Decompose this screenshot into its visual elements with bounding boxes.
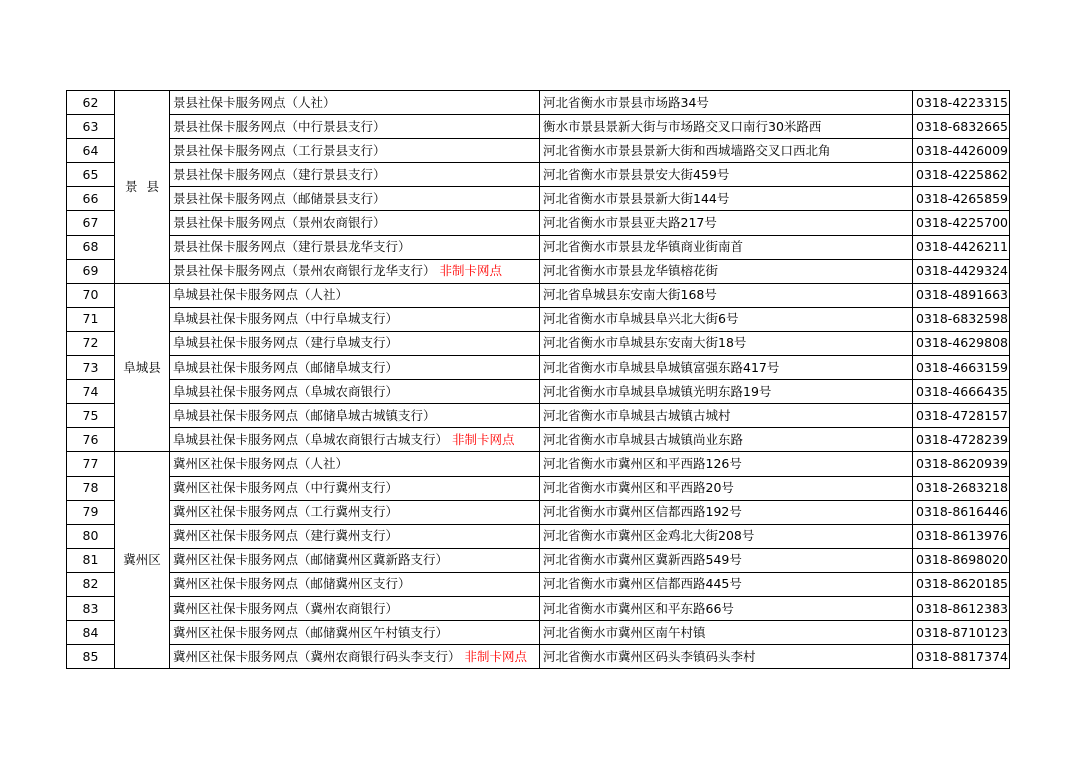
row-number: 77 bbox=[67, 452, 115, 476]
outlet-name-cell bbox=[170, 452, 540, 476]
outlet-address: 河北省阜城县东安南大街168号 bbox=[540, 283, 913, 307]
outlet-name: 冀州区社保卡服务网点（邮储冀州区支行） bbox=[173, 576, 411, 592]
service-outlets-table bbox=[66, 90, 1010, 669]
row-number: 71 bbox=[67, 307, 115, 331]
outlet-name-cell bbox=[170, 428, 540, 452]
outlet-phone: 0318-4728157 bbox=[913, 404, 1010, 428]
outlet-address: 河北省衡水市冀州区信都西路445号 bbox=[540, 572, 913, 596]
outlet-name: 冀州区社保卡服务网点（建行冀州支行） bbox=[173, 528, 399, 544]
table-row bbox=[67, 331, 1010, 355]
outlet-phone: 0318-8613976 bbox=[913, 524, 1010, 548]
table-row bbox=[67, 235, 1010, 259]
outlet-address: 河北省衡水市景县景新大街144号 bbox=[540, 187, 913, 211]
table-row bbox=[67, 452, 1010, 476]
row-number: 78 bbox=[67, 476, 115, 500]
outlet-phone: 0318-8817374 bbox=[913, 645, 1010, 669]
outlet-address: 河北省衡水市冀州区码头李镇码头李村 bbox=[540, 645, 913, 669]
outlet-address: 河北省衡水市阜城县东安南大街18号 bbox=[540, 331, 913, 355]
outlet-address: 河北省衡水市阜城县阜兴北大街6号 bbox=[540, 307, 913, 331]
outlet-phone: 0318-8612383 bbox=[913, 596, 1010, 620]
county-cell bbox=[115, 91, 170, 284]
outlet-phone: 0318-6832598 bbox=[913, 307, 1010, 331]
outlet-name: 冀州区社保卡服务网点（冀州农商银行码头李支行） bbox=[173, 648, 461, 664]
outlet-phone: 0318-4225862 bbox=[913, 163, 1010, 187]
outlet-address: 河北省衡水市景县景新大街和西城墙路交叉口西北角 bbox=[540, 139, 913, 163]
outlet-phone: 0318-2683218 bbox=[913, 476, 1010, 500]
outlet-phone: 0318-4666435 bbox=[913, 380, 1010, 404]
table-row bbox=[67, 476, 1010, 500]
outlet-name-cell bbox=[170, 115, 540, 139]
row-number: 82 bbox=[67, 572, 115, 596]
row-number: 67 bbox=[67, 211, 115, 235]
outlet-address: 河北省衡水市景县龙华镇榕花街 bbox=[540, 259, 913, 283]
county-label: 景县 bbox=[124, 178, 168, 194]
row-number: 75 bbox=[67, 404, 115, 428]
table-row bbox=[67, 163, 1010, 187]
table-row bbox=[67, 572, 1010, 596]
outlet-name: 景县社保卡服务网点（工行景县支行） bbox=[173, 142, 386, 158]
outlet-name: 阜城县社保卡服务网点（邮储阜城古城镇支行） bbox=[173, 407, 436, 423]
outlet-phone: 0318-4728239 bbox=[913, 428, 1010, 452]
outlet-name-cell bbox=[170, 621, 540, 645]
outlet-address: 衡水市景县景新大街与市场路交叉口南行30米路西 bbox=[540, 115, 913, 139]
row-number: 79 bbox=[67, 500, 115, 524]
row-number: 74 bbox=[67, 380, 115, 404]
outlet-address: 河北省衡水市阜城县古城镇古城村 bbox=[540, 404, 913, 428]
row-number: 84 bbox=[67, 621, 115, 645]
outlet-phone: 0318-4426009 bbox=[913, 139, 1010, 163]
table-row bbox=[67, 139, 1010, 163]
row-number: 69 bbox=[67, 259, 115, 283]
outlet-address: 河北省衡水市冀州区南午村镇 bbox=[540, 621, 913, 645]
outlet-name: 冀州区社保卡服务网点（工行冀州支行） bbox=[173, 504, 399, 520]
outlet-name: 阜城县社保卡服务网点（阜城农商银行古城支行） bbox=[173, 431, 449, 447]
outlet-name-cell bbox=[170, 235, 540, 259]
outlet-phone: 0318-8698020 bbox=[913, 548, 1010, 572]
table-row bbox=[67, 307, 1010, 331]
outlet-address: 河北省衡水市冀州区和平东路66号 bbox=[540, 596, 913, 620]
outlet-address: 河北省衡水市景县龙华镇商业街南首 bbox=[540, 235, 913, 259]
row-number: 76 bbox=[67, 428, 115, 452]
row-number: 80 bbox=[67, 524, 115, 548]
row-number: 68 bbox=[67, 235, 115, 259]
outlet-name-cell bbox=[170, 211, 540, 235]
outlet-name: 冀州区社保卡服务网点（邮储冀州区冀新路支行） bbox=[173, 552, 449, 568]
table-row bbox=[67, 500, 1010, 524]
outlet-name: 景县社保卡服务网点（建行景县支行） bbox=[173, 166, 386, 182]
outlet-phone: 0318-8620939 bbox=[913, 452, 1010, 476]
outlet-name-cell bbox=[170, 163, 540, 187]
non-card-note: 非制卡网点 bbox=[464, 648, 528, 664]
outlet-address: 河北省衡水市景县景安大街459号 bbox=[540, 163, 913, 187]
row-number: 70 bbox=[67, 283, 115, 307]
outlet-name-cell bbox=[170, 404, 540, 428]
table-row bbox=[67, 548, 1010, 572]
non-card-note: 非制卡网点 bbox=[452, 431, 515, 447]
table-row bbox=[67, 91, 1010, 115]
non-card-note: 非制卡网点 bbox=[439, 263, 503, 279]
outlet-phone: 0318-8620185 bbox=[913, 572, 1010, 596]
county-label: 阜城县 bbox=[123, 359, 161, 375]
county-label: 冀州区 bbox=[123, 552, 161, 568]
outlet-phone: 0318-4663159 bbox=[913, 356, 1010, 380]
outlet-name-cell bbox=[170, 572, 540, 596]
table-row bbox=[67, 380, 1010, 404]
outlet-name-cell bbox=[170, 259, 540, 283]
row-number: 65 bbox=[67, 163, 115, 187]
outlet-name-cell bbox=[170, 283, 540, 307]
outlet-name: 冀州区社保卡服务网点（人社） bbox=[173, 455, 349, 471]
outlet-name-cell bbox=[170, 380, 540, 404]
table-row bbox=[67, 621, 1010, 645]
outlet-phone: 0318-4629808 bbox=[913, 331, 1010, 355]
table-row bbox=[67, 211, 1010, 235]
outlet-phone: 0318-6832665 bbox=[913, 115, 1010, 139]
outlet-phone: 0318-4225700 bbox=[913, 211, 1010, 235]
row-number: 83 bbox=[67, 596, 115, 620]
outlet-address: 河北省衡水市冀州区和平西路20号 bbox=[540, 476, 913, 500]
outlet-name: 冀州区社保卡服务网点（冀州农商银行） bbox=[173, 600, 399, 616]
table-row bbox=[67, 259, 1010, 283]
outlet-name-cell bbox=[170, 645, 540, 669]
outlet-name: 阜城县社保卡服务网点（邮储阜城支行） bbox=[173, 359, 399, 375]
outlet-address: 河北省衡水市冀州区信都西路192号 bbox=[540, 500, 913, 524]
county-cell bbox=[115, 283, 170, 452]
outlet-name-cell bbox=[170, 500, 540, 524]
outlet-name: 景县社保卡服务网点（中行景县支行） bbox=[173, 118, 386, 134]
outlet-name-cell bbox=[170, 356, 540, 380]
row-number: 73 bbox=[67, 356, 115, 380]
row-number: 62 bbox=[67, 91, 115, 115]
table-row bbox=[67, 187, 1010, 211]
outlet-address: 河北省衡水市阜城县阜城镇光明东路19号 bbox=[540, 380, 913, 404]
row-number: 63 bbox=[67, 115, 115, 139]
table-row bbox=[67, 283, 1010, 307]
outlet-name: 景县社保卡服务网点（景州农商银行龙华支行） bbox=[173, 263, 436, 279]
outlet-address: 河北省衡水市冀州区金鸡北大街208号 bbox=[540, 524, 913, 548]
outlet-name-cell bbox=[170, 596, 540, 620]
outlet-name-cell bbox=[170, 331, 540, 355]
outlet-name-cell bbox=[170, 548, 540, 572]
outlet-name: 冀州区社保卡服务网点（中行冀州支行） bbox=[173, 480, 399, 496]
outlet-name-cell bbox=[170, 307, 540, 331]
outlet-address: 河北省衡水市景县市场路34号 bbox=[540, 91, 913, 115]
row-number: 81 bbox=[67, 548, 115, 572]
outlet-name: 景县社保卡服务网点（景州农商银行） bbox=[173, 215, 386, 231]
row-number: 64 bbox=[67, 139, 115, 163]
row-number: 66 bbox=[67, 187, 115, 211]
table-row bbox=[67, 645, 1010, 669]
outlet-address: 河北省衡水市冀州区和平西路126号 bbox=[540, 452, 913, 476]
outlet-name: 阜城县社保卡服务网点（人社） bbox=[173, 287, 349, 303]
outlet-name-cell bbox=[170, 187, 540, 211]
outlet-address: 河北省衡水市冀州区冀新西路549号 bbox=[540, 548, 913, 572]
table-row bbox=[67, 428, 1010, 452]
outlet-name: 阜城县社保卡服务网点（阜城农商银行） bbox=[173, 383, 399, 399]
outlet-address: 河北省衡水市阜城县古城镇尚业东路 bbox=[540, 428, 913, 452]
row-number: 85 bbox=[67, 645, 115, 669]
outlet-name: 景县社保卡服务网点（邮储景县支行） bbox=[173, 190, 386, 206]
outlet-phone: 0318-4429324 bbox=[913, 259, 1010, 283]
outlet-name-cell bbox=[170, 524, 540, 548]
table-row bbox=[67, 115, 1010, 139]
county-cell bbox=[115, 452, 170, 669]
outlet-name-cell bbox=[170, 91, 540, 115]
table-row bbox=[67, 596, 1010, 620]
outlet-phone: 0318-8616446 bbox=[913, 500, 1010, 524]
table-row bbox=[67, 404, 1010, 428]
outlet-name: 阜城县社保卡服务网点（中行阜城支行） bbox=[173, 311, 399, 327]
outlet-address: 河北省衡水市景县亚夫路217号 bbox=[540, 211, 913, 235]
table-body bbox=[67, 91, 1010, 669]
outlet-name: 景县社保卡服务网点（建行景县龙华支行） bbox=[173, 239, 411, 255]
outlet-name: 景县社保卡服务网点（人社） bbox=[173, 94, 336, 110]
outlet-phone: 0318-4265859 bbox=[913, 187, 1010, 211]
outlet-phone: 0318-8710123 bbox=[913, 621, 1010, 645]
outlet-name-cell bbox=[170, 139, 540, 163]
outlet-phone: 0318-4223315 bbox=[913, 91, 1010, 115]
outlet-address: 河北省衡水市阜城县阜城镇富强东路417号 bbox=[540, 356, 913, 380]
table-row bbox=[67, 524, 1010, 548]
row-number: 72 bbox=[67, 331, 115, 355]
outlet-name: 阜城县社保卡服务网点（建行阜城支行） bbox=[173, 335, 399, 351]
outlet-phone: 0318-4891663 bbox=[913, 283, 1010, 307]
outlet-name-cell bbox=[170, 476, 540, 500]
outlet-name: 冀州区社保卡服务网点（邮储冀州区午村镇支行） bbox=[173, 624, 449, 640]
table-row bbox=[67, 356, 1010, 380]
outlet-phone: 0318-4426211 bbox=[913, 235, 1010, 259]
